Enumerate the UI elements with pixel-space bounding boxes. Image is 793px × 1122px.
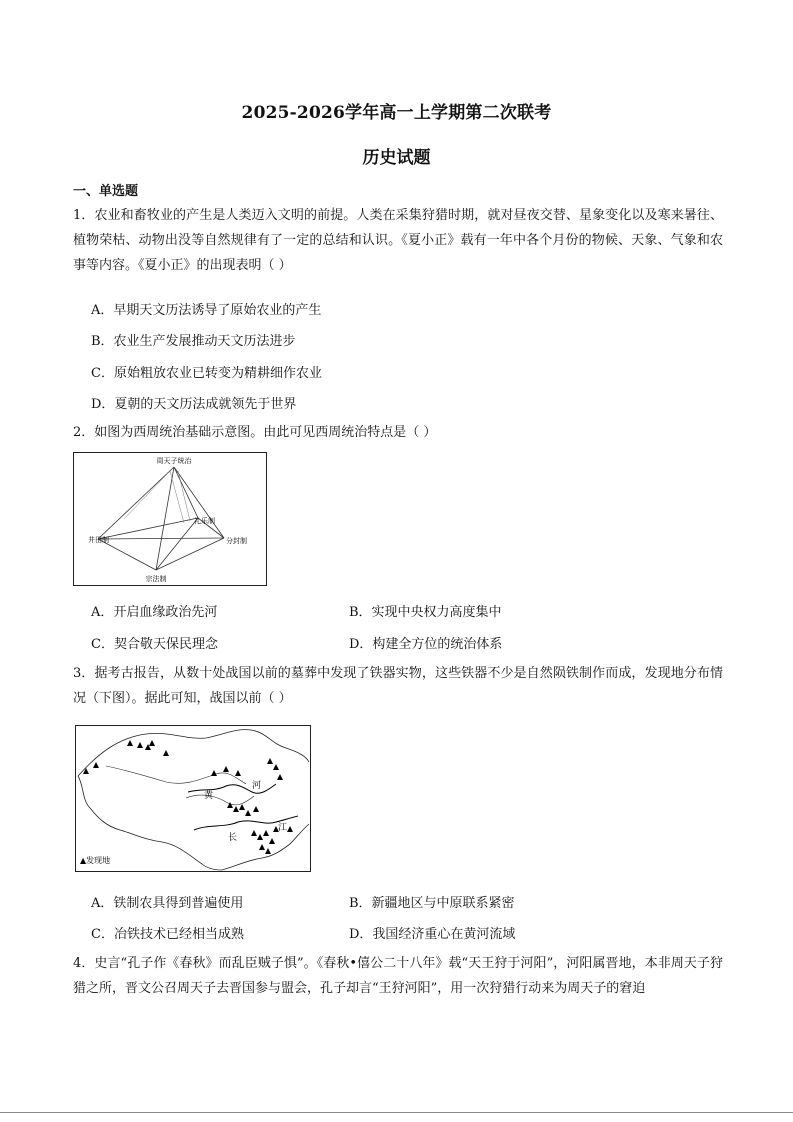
question-3-option-b[interactable]: B．新疆地区与中原联系紧密 bbox=[349, 896, 515, 911]
line-left-right bbox=[98, 538, 224, 539]
diagram-label-top: 周天子统治 bbox=[156, 457, 192, 465]
page-bottom-rule bbox=[0, 1112, 793, 1113]
diagram-label-right: 分封制 bbox=[226, 537, 247, 545]
site-marker bbox=[263, 830, 269, 836]
map-label-jiang: 江 bbox=[278, 823, 288, 833]
question-1-option-d[interactable]: D．夏朝的天文历法成就领先于世界 bbox=[91, 397, 297, 412]
site-marker bbox=[269, 838, 275, 844]
site-marker bbox=[239, 804, 245, 810]
map-label-chang: 长 bbox=[228, 833, 238, 843]
exam-subject: 历史试题 bbox=[362, 148, 431, 168]
question-3-option-a[interactable]: A．铁制农具得到普遍使用 bbox=[91, 896, 244, 911]
diagram-svg bbox=[74, 453, 266, 585]
site-marker bbox=[137, 742, 143, 748]
border-southeast bbox=[222, 824, 309, 870]
question-2-option-a[interactable]: A．开启血缘政治先河 bbox=[91, 605, 218, 620]
site-marker bbox=[93, 762, 99, 768]
site-marker bbox=[211, 770, 217, 776]
question-3-option-d[interactable]: D．我国经济重心在黄河流域 bbox=[349, 927, 516, 942]
question-3-option-c[interactable]: C．冶铁技术已经相当成熟 bbox=[91, 927, 244, 942]
question-2-option-b[interactable]: B．实现中央权力高度集中 bbox=[349, 605, 502, 620]
site-marker bbox=[163, 750, 169, 756]
line-bottom-right bbox=[156, 538, 224, 570]
site-marker bbox=[127, 740, 133, 746]
inner-line-2 bbox=[186, 795, 254, 805]
question-1-option-b[interactable]: B．农业生产发展推动天文历法进步 bbox=[91, 334, 296, 349]
map-label-he: 河 bbox=[252, 781, 262, 791]
site-marker bbox=[277, 774, 283, 780]
question-2-stem: 2．如图为西周统治基础示意图。由此可见西周统治特点是（ ） bbox=[73, 425, 437, 440]
map-label-huang: 黄 bbox=[204, 791, 214, 801]
line-left-inner bbox=[98, 518, 198, 539]
site-marker bbox=[259, 844, 265, 850]
map-legend: ▲发现地 bbox=[80, 856, 111, 865]
site-marker bbox=[235, 770, 241, 776]
question-4-stem: 4．史言“孔子作《春秋》而乱臣贼子惧”。《春秋•僖公二十八年》载“天王狩于河阳”，河阳属晋地，本非周天子狩猎之所，晋文公召周天子去晋国参与盟会，孔子却言“王狩河阳”，用一次狩猎行动来为周天子的窘迫 bbox=[73, 956, 723, 996]
diagram-label-inner: 礼乐制 bbox=[194, 517, 215, 525]
map-svg bbox=[76, 726, 310, 871]
map-borders bbox=[78, 730, 309, 870]
site-marker bbox=[287, 826, 293, 832]
site-marker bbox=[83, 768, 89, 774]
question-1-option-c[interactable]: C．原始粗放农业已转变为精耕细作农业 bbox=[91, 366, 322, 381]
question-2-option-c[interactable]: C．契合敬天保民理念 bbox=[91, 637, 218, 652]
site-marker bbox=[273, 764, 279, 770]
line-top-inner bbox=[174, 467, 198, 518]
yellow-river bbox=[188, 784, 276, 793]
question-2-option-d[interactable]: D．构建全方位的统治体系 bbox=[349, 637, 503, 652]
site-marker bbox=[257, 834, 263, 840]
question-3-stem: 3．据考古报告，从数十处战国以前的墓葬中发现了铁器实物，这些铁器不少是自然陨铁制作而成，发现地分布情况（下图）。据此可知，战国以前（ ） bbox=[73, 666, 723, 706]
line-aux-2 bbox=[178, 471, 190, 521]
iron-artifact-map bbox=[75, 725, 311, 872]
question-1-option-a[interactable]: A．早期天文历法诱导了原始农业的产生 bbox=[91, 303, 322, 318]
site-marker bbox=[267, 758, 273, 764]
section-heading: 一、单选题 bbox=[73, 184, 139, 199]
site-marker bbox=[223, 766, 229, 772]
site-marker bbox=[245, 810, 251, 816]
question-1-stem: 1．农业和畜牧业的产生是人类迈入文明的前提。人类在采集狩猎时期，就对昼夜交替、星象变化以及寒来暑往、植物荣枯、动物出没等自然规律有了一定的总结和认识。《夏小正》载有一年中各个月份的物候、天象、气象和农事等内容。《夏小正》的出现表明（ ） bbox=[73, 208, 723, 273]
site-marker bbox=[253, 806, 259, 812]
line-top-left bbox=[98, 467, 174, 539]
site-marker bbox=[149, 740, 155, 746]
site-marker bbox=[233, 806, 239, 812]
western-zhou-diagram bbox=[73, 452, 267, 586]
line-top-right bbox=[174, 467, 224, 538]
line-aux-3 bbox=[124, 473, 168, 519]
site-marker bbox=[265, 848, 271, 854]
diagram-label-bottom: 宗法制 bbox=[145, 575, 167, 583]
diagram-label-left: 井田制 bbox=[88, 536, 109, 544]
exam-title: 2025-2026学年高一上学期第二次联考 bbox=[241, 103, 552, 123]
site-marker bbox=[251, 830, 257, 836]
